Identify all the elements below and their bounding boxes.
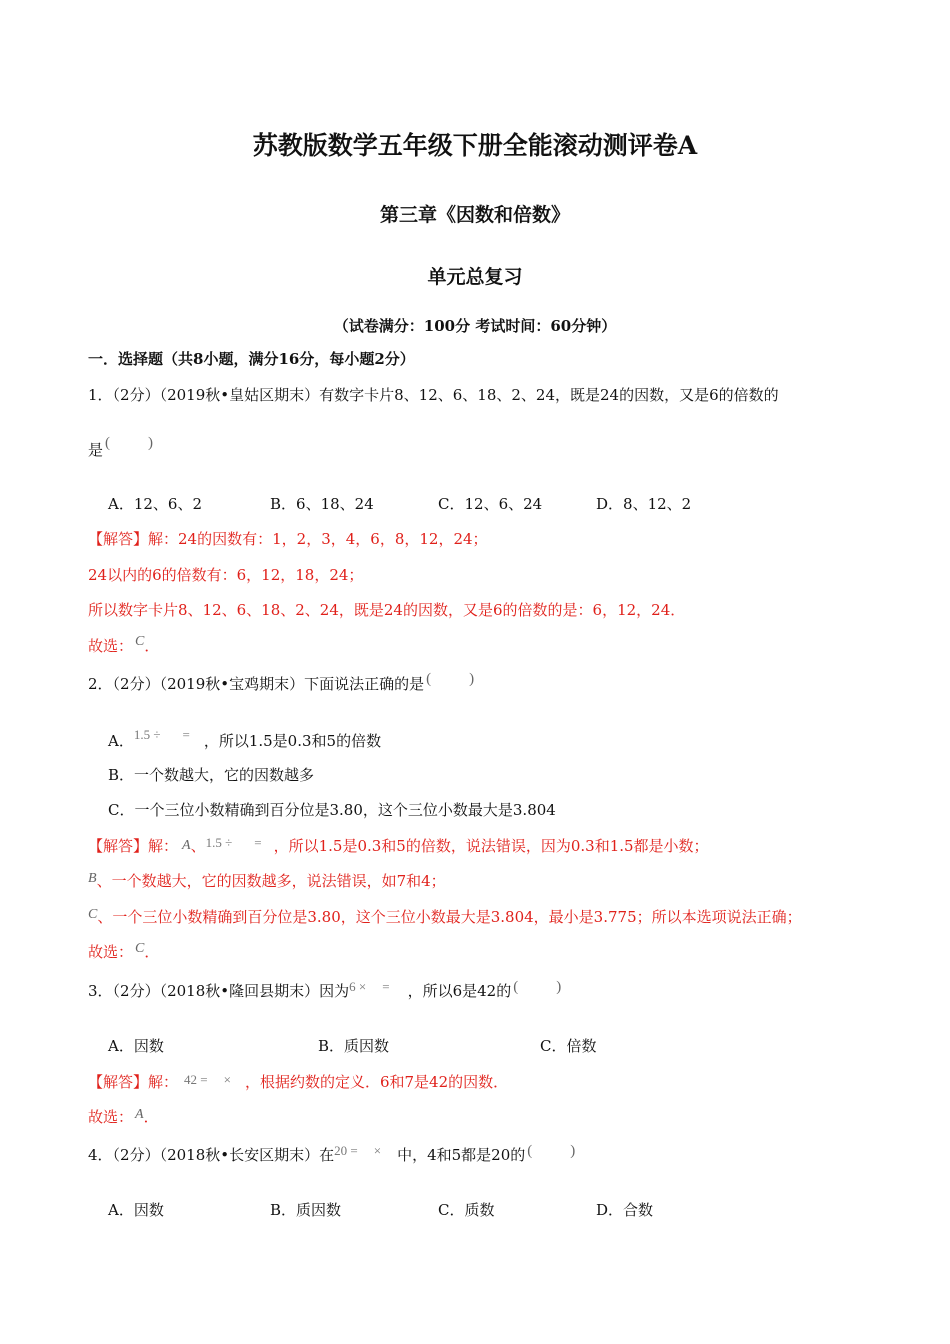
q1-option-a: A．12、6、2 [108, 495, 203, 513]
question-1-stem-cont: 是 ( ) [88, 435, 154, 459]
q2-choice: 故选： C． [88, 941, 160, 961]
question-3-stem: 3．（2分）（2018秋•隆回县期末）因为6 × = ，所以6是42的 ( ) [88, 979, 562, 1000]
q3-option-a: A．因数 [108, 1037, 164, 1055]
exam-meta: （试卷满分：100分 考试时间：60分钟） [333, 317, 617, 335]
q2-option-a: A．1.5 ÷ = ，所以1.5是0.3和5的倍数 [108, 727, 382, 750]
q4-option-c: C．质数 [438, 1201, 495, 1219]
q4-option-b: B．质因数 [270, 1201, 342, 1219]
answer-paren-open: ( [105, 435, 111, 451]
q1-choice: 故选： C． [88, 634, 160, 655]
question-2-stem: 2．（2分）（2019秋•宝鸡期末）下面说法正确的是 ( ) [88, 671, 475, 693]
question-4-stem: 4．（2分）（2018秋•长安区期末）在20 = × 中，4和5都是20的 ( ) [88, 1143, 576, 1164]
q2-answer-line-3: C、一个三位小数精确到百分位是3.80，这个三位小数最大是3.804，最小是3.775；所以本选项说法正确； [88, 907, 802, 926]
q2-option-c: C．一个三位小数精确到百分位是3.80，这个三位小数最大是3.804 [108, 801, 556, 819]
q1-answer-line-1: 【解答】解：24的因数有：1，2，3，4，6，8，12，24； [88, 530, 488, 548]
q2-answer-line-1: 【解答】解： A、1.5 ÷ = ，所以1.5是0.3和5的倍数，说法错误，因为0.3和1.5都是小数； [88, 835, 709, 855]
q2-option-b: B．一个数越大，它的因数越多 [108, 766, 315, 784]
q3-option-c: C．倍数 [540, 1037, 597, 1055]
q1-option-c: C．12、6、24 [438, 495, 543, 513]
q3-choice: 故选： A． [88, 1107, 159, 1126]
q1-option-b: B．6、18、24 [270, 495, 374, 513]
q1-option-d: D．8、12、2 [596, 495, 692, 513]
section-heading: 一．选择题（共8小题，满分16分，每小题2分） [88, 350, 415, 368]
answer-paren-close: ) [148, 435, 154, 451]
unit-title: 单元总复习 [427, 266, 523, 288]
chapter-title: 第三章《因数和倍数》 [379, 204, 570, 226]
q1-answer-line-3: 所以数字卡片8、12、6、18、2、24，既是24的因数，又是6的倍数的是：6，12，24． [88, 601, 686, 619]
q1-answer-line-2: 24以内的6的倍数有：6，12，18，24； [88, 566, 364, 584]
q4-option-a: A．因数 [108, 1201, 164, 1219]
q3-option-b: B．质因数 [318, 1037, 390, 1055]
q4-option-d: D．合数 [596, 1201, 654, 1219]
question-1-stem: 1．（2分）（2019秋•皇姑区期末）有数字卡片8、12、6、18、2、24，既是24的因数，又是6的倍数的 [88, 386, 779, 404]
q2-answer-line-2: B、一个数越大，它的因数越多，说法错误，如7和4； [88, 871, 446, 890]
page-title: 苏教版数学五年级下册全能滚动测评卷A [252, 131, 698, 160]
q3-answer-line: 【解答】解： 42 = × ，根据约数的定义．6和7是42的因数． [88, 1072, 509, 1091]
